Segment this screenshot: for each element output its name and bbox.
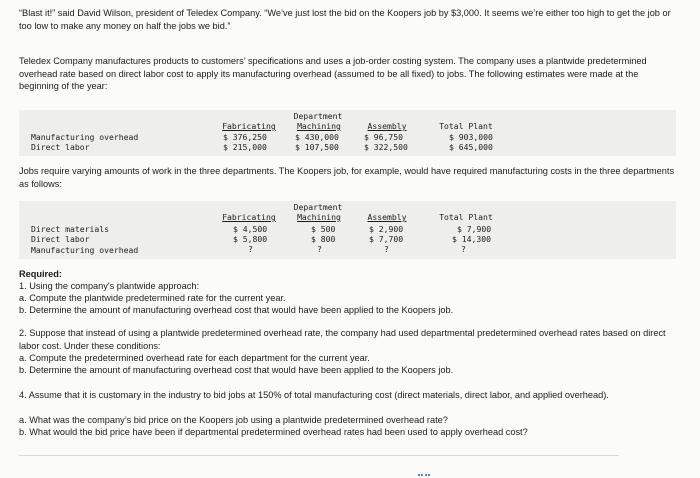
table1-cell: $ 322,500 [364,142,408,152]
table1-cell: $ 376,250 [223,132,267,142]
intro-paragraph: “Blast it!” said David Wilson, president of Teledex Company. “We’ve just lost the bid on the Koopers job by $3,000. It seems we’re either too high to get the job or too low to make any money on half the jobs we bid.” [19,8,671,31]
question-1a: a. Compute the plantwide predetermined rate for the current year. [19,293,286,303]
table2-col-assembly: Assembly [367,212,407,222]
table2-cell: $ 500 [311,224,336,234]
table1-cell: $ 903,000 [449,132,493,142]
mid-paragraph: Jobs require varying amounts of work in the three departments. The Koopers job, for example, would have required manufacturing costs in the three departments as follows: [19,166,675,189]
table1-cell: $ 96,750 [364,132,403,142]
question-1b: b. Determine the amount of manufacturing overhead cost that would have been applied to the Koopers job. [19,305,454,315]
table1-row-label: Manufacturing overhead [31,132,139,142]
table2-cell: $ 5,800 [233,234,268,244]
table1-col-assembly: Assembly [367,121,407,131]
table1-group-header: Department [293,111,343,121]
table2-col-total: Total Plant [439,212,493,222]
table2-cell: $ 800 [311,234,336,244]
question-4a: a. What was the company’s bid price on the Koopers job using a plantwide predetermined overhead rate? [19,415,448,425]
bottom-divider [19,455,619,456]
table2-group-header: Department [293,202,343,212]
table1-col-total: Total Plant [439,121,493,131]
question-2b: b. Determine the amount of manufacturing overhead cost that would have been applied to the Koopers job. [19,365,454,375]
table1-col-machining: Machining [297,121,341,131]
table2-cell: ? [384,244,389,254]
table2-row-label: Direct materials [31,224,109,234]
table2-col-fabricating: Fabricating [222,212,276,222]
table2-cell: $ 7,900 [457,224,492,234]
question-4: 4. Assume that it is customary in the industry to bid jobs at 150% of total manufacturing cost (direct materials, direct labor, and applied overhead). [19,390,609,400]
table1-row-label: Direct labor [31,142,90,152]
table1-col-fabricating: Fabricating [222,121,276,131]
question-4b: b. What would the bid price have been if departmental predetermined overhead rates had been used to apply overhead cost? [19,427,528,437]
table2-cell: ? [248,244,253,254]
question-2: 2. Suppose that instead of using a plantwide predetermined overhead rate, the company had used departmental predetermined overhead rates based on direct labor cost. Under these conditions: [19,328,666,351]
page-indicator [418,474,430,476]
table2-cell: $ 14,300 [452,234,491,244]
table2-row-label: Manufacturing overhead [31,245,139,255]
description-paragraph: Teledex Company manufactures products to customers’ specifications and uses a job-order costing system. The company uses a plantwide predetermined overhead rate based on direct labor cost to apply its manufacturing overhead (assumed to be all fixed) to jobs. The following estimates were made at the beginning of the year: [19,56,647,91]
required-heading: Required: [19,269,62,279]
table2-cell: $ 4,500 [233,224,268,234]
question-2a: a. Compute the predetermined overhead rate for each department for the current year. [19,353,370,363]
table1-cell: $ 430,000 [295,132,339,142]
table2-cell: $ 7,700 [369,234,404,244]
question-1: 1. Using the company's plantwide approach: [19,281,199,291]
table2-cell: ? [317,244,322,254]
table2-cell: $ 2,900 [369,224,404,234]
table2-cell: ? [461,244,466,254]
table1-cell: $ 107,500 [295,142,339,152]
table2-col-machining: Machining [297,212,341,222]
table1-cell: $ 215,000 [223,142,267,152]
table1-cell: $ 645,000 [449,142,493,152]
table2-row-label: Direct labor [31,234,90,244]
